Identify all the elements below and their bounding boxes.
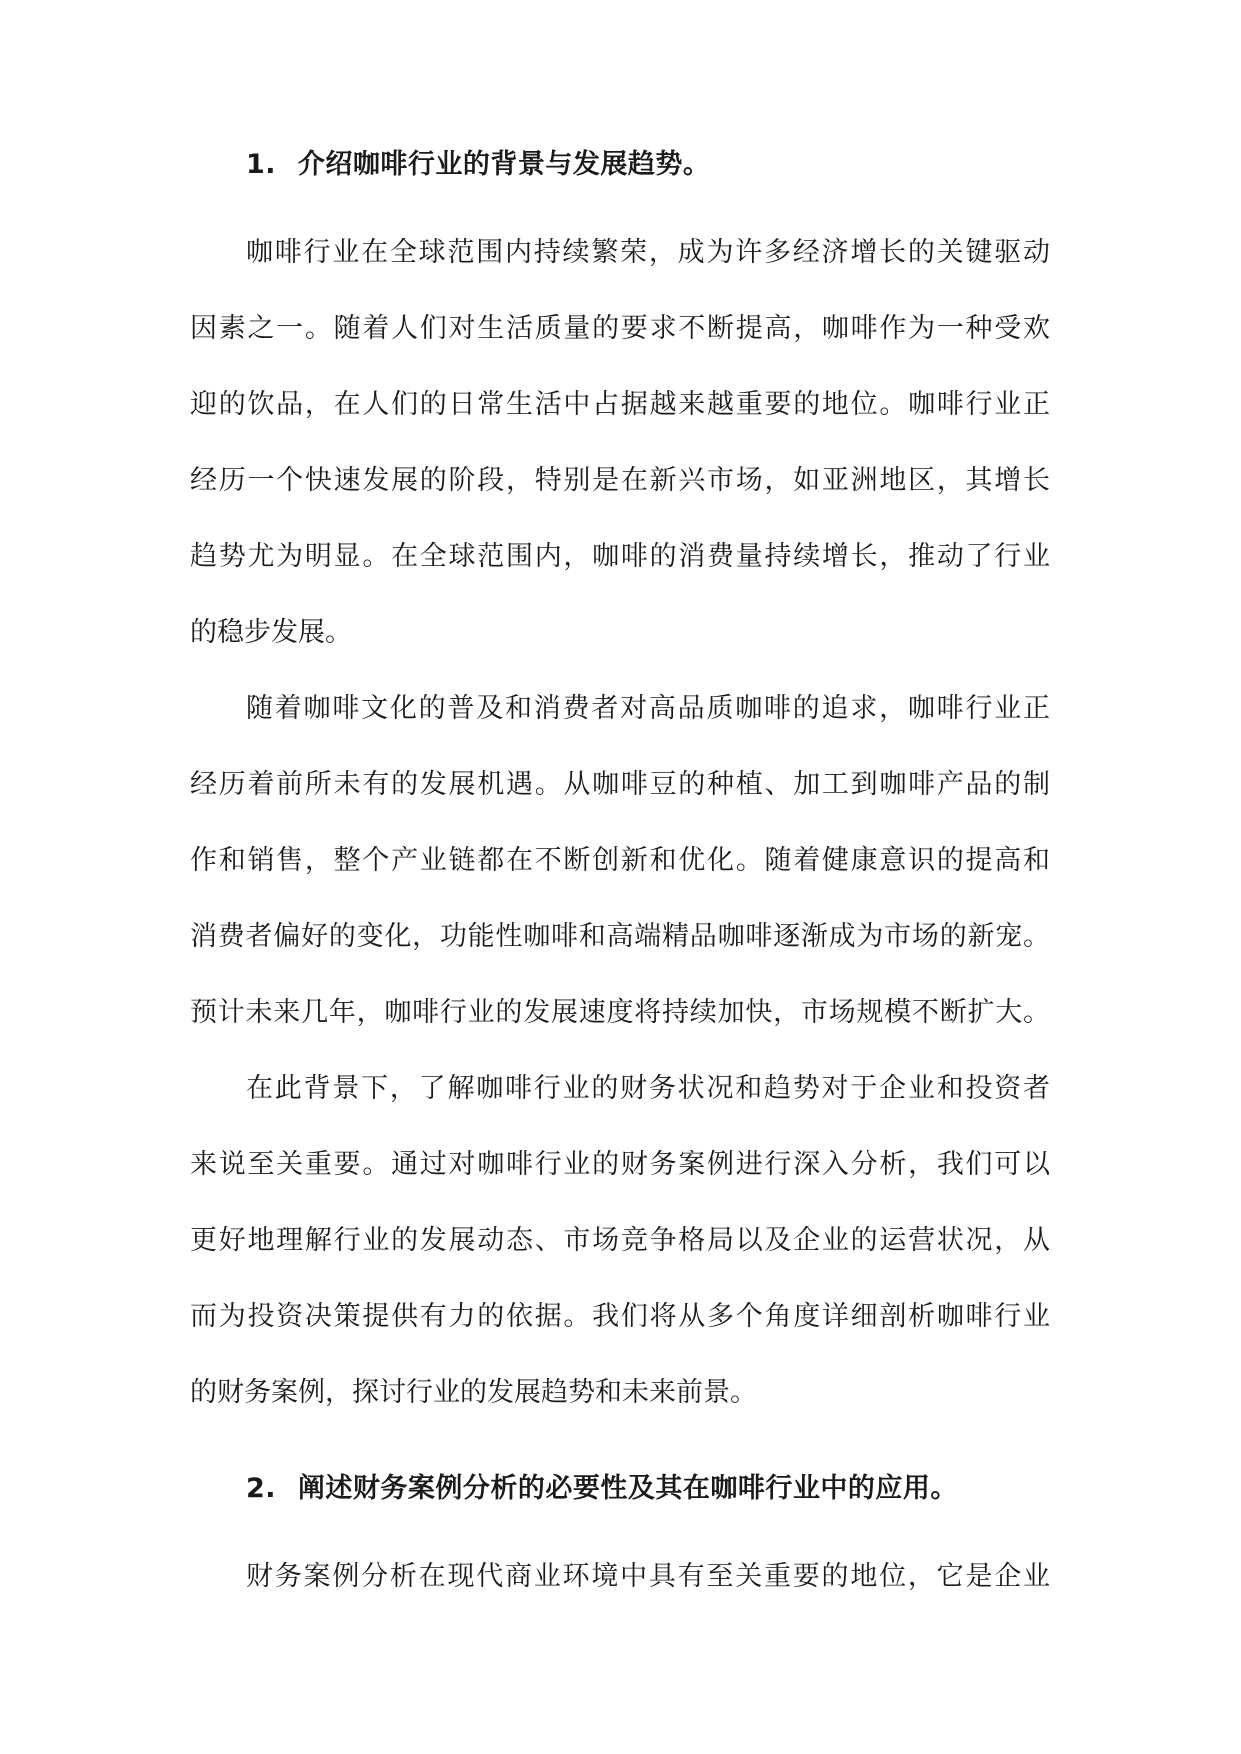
paragraph-line: 预计未来几年，咖啡行业的发展速度将持续加快，市场规模不断扩大。 xyxy=(190,997,1050,1028)
document-page xyxy=(190,145,1050,1615)
paragraph-line: 更好地理解行业的发展动态、市场竞争格局以及企业的运营状况，从 xyxy=(190,1225,1050,1256)
paragraph-line: 消费者偏好的变化，功能性咖啡和高端精品咖啡逐渐成为市场的新宠。 xyxy=(190,921,1050,952)
section-1-paragraph-3 xyxy=(190,1051,1050,1431)
section-1-paragraph-2 xyxy=(190,671,1050,1051)
paragraph-line: 在此背景下，了解咖啡行业的财务状况和趋势对于企业和投资者 xyxy=(246,1073,1050,1104)
paragraph-line: 趋势尤为明显。在全球范围内，咖啡的消费量持续增长，推动了行业 xyxy=(190,541,1050,572)
section-1-paragraph-1 xyxy=(190,215,1050,671)
paragraph-line: 财务案例分析在现代商业环境中具有至关重要的地位，它是企业 xyxy=(246,1561,1050,1592)
section-1-number: 1. xyxy=(246,149,277,180)
paragraph-line: 迎的饮品，在人们的日常生活中占据越来越重要的地位。咖啡行业正 xyxy=(190,389,1050,420)
paragraph-line: 来说至关重要。通过对咖啡行业的财务案例进行深入分析，我们可以 xyxy=(190,1149,1050,1180)
paragraph-line: 咖啡行业在全球范围内持续繁荣，成为许多经济增长的关键驱动 xyxy=(246,237,1050,268)
paragraph-line: 因素之一。随着人们对生活质量的要求不断提高，咖啡作为一种受欢 xyxy=(190,313,1050,344)
section-1-heading xyxy=(246,145,1050,185)
section-1-title: 介绍咖啡行业的背景与发展趋势。 xyxy=(297,149,711,180)
section-2-title: 阐述财务案例分析的必要性及其在咖啡行业中的应用。 xyxy=(297,1473,958,1504)
section-2-heading xyxy=(246,1469,1050,1509)
paragraph-line: 而为投资决策提供有力的依据。我们将从多个角度详细剖析咖啡行业 xyxy=(190,1301,1050,1332)
paragraph-line: 的财务案例，探讨行业的发展趋势和未来前景。 xyxy=(190,1377,757,1408)
paragraph-line: 经历一个快速发展的阶段，特别是在新兴市场，如亚洲地区，其增长 xyxy=(190,465,1050,496)
paragraph-line: 随着咖啡文化的普及和消费者对高品质咖啡的追求，咖啡行业正 xyxy=(246,693,1050,724)
paragraph-line: 作和销售，整个产业链都在不断创新和优化。随着健康意识的提高和 xyxy=(190,845,1050,876)
section-2-paragraph-1 xyxy=(190,1539,1050,1615)
paragraph-line: 经历着前所未有的发展机遇。从咖啡豆的种植、加工到咖啡产品的制 xyxy=(190,769,1050,800)
section-2-number: 2. xyxy=(246,1473,277,1504)
section-spacer xyxy=(190,1431,1050,1469)
paragraph-line: 的稳步发展。 xyxy=(190,617,352,648)
